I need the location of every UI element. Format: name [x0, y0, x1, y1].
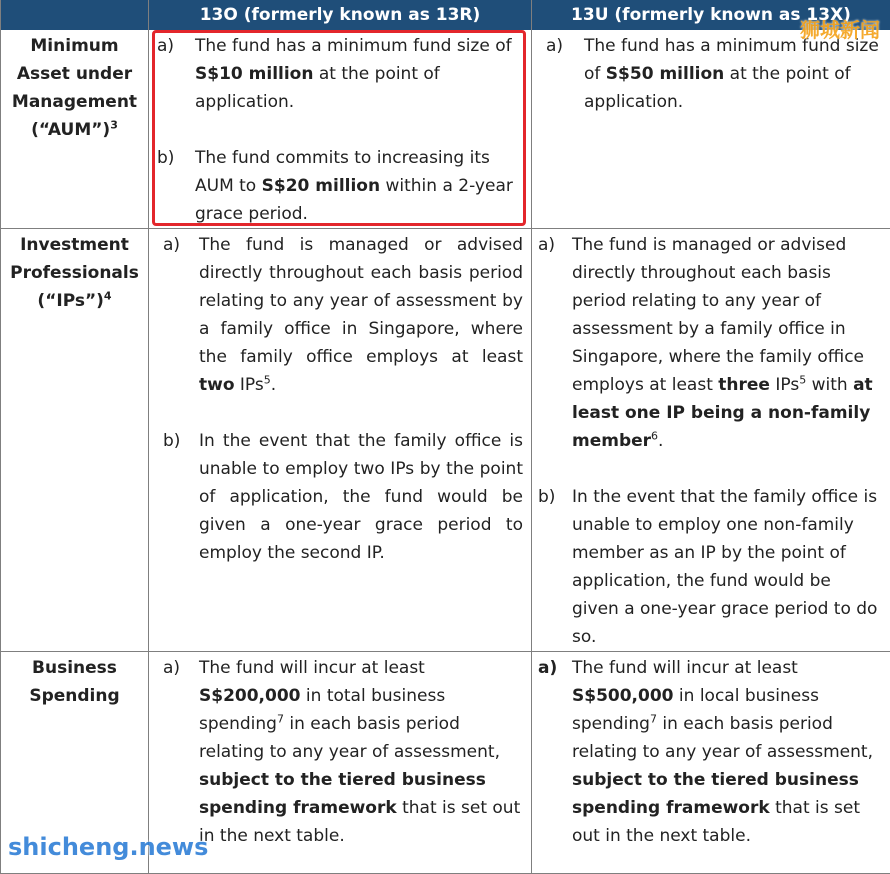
table-row-aum [1, 30, 890, 229]
list-item: b) In the event that the family office is unable to employ two IPs by the point of application, the fund would be given a one-year grace period to employ the second IP. [163, 427, 523, 567]
row-head-line: Business [5, 654, 144, 682]
row-head-line: Professionals [5, 259, 144, 287]
list-item: a) The fund will incur at least S$200,000 in total business spending$^7$ in each basis period relating to any year of assessment, subject to the tiered business spending framework that is set out in the next table. [163, 654, 523, 850]
list-item: a) The fund has a minimum fund size of S$50 million at the point of application. [546, 32, 882, 116]
row-head-line: Investment [5, 231, 144, 259]
row-head-line: Asset under [5, 60, 144, 88]
row-head-line: Management [5, 88, 144, 116]
header-blank [1, 0, 149, 30]
cell-13u-ips [532, 229, 890, 652]
cell-13u-aum [532, 30, 890, 229]
row-head-line: Minimum [5, 32, 144, 60]
list-item: a) The fund will incur at least S$500,000 in local business spending$^7$ in each basis period relating to any year of assessment, subject to the tiered business spending framework that is set out in the next table. [538, 654, 880, 850]
list-item: a) The fund has a minimum fund size of S$10 million at the point of application. [157, 32, 523, 116]
list-item: b) The fund commits to increasing its AUM to S$20 million within a 2-year grace period. [157, 144, 523, 228]
row-head-line: (“IPs”)$^4$ [5, 287, 144, 315]
header-13o: 13O (formerly known as 13R) [149, 0, 532, 30]
header-13u: 13U (formerly known as 13X) [532, 0, 890, 30]
table-header-row [1, 0, 890, 30]
row-head-aum [1, 30, 149, 229]
row-head-line: (“AUM”)$^3$ [5, 116, 144, 144]
cell-13o-ips [149, 229, 532, 652]
watermark-top: 狮城新闻 [800, 14, 880, 43]
cell-13u-spending [532, 652, 890, 874]
table-row-ips [1, 229, 890, 652]
list-item: a) The fund is managed or advised directly throughout each basis period relating to any year of assessment by a family office in Singapore, where the family office employs at least three IPs$^5$ with at least one IP being a non-family member$^6$. [538, 231, 880, 455]
row-head-line: Spending [5, 682, 144, 710]
row-head-ips [1, 229, 149, 652]
list-item: b) In the event that the family office is unable to employ one non-family member as an IP by the point of application, the fund would be given a one-year grace period to do so. [538, 483, 880, 651]
cell-13o-aum [149, 30, 532, 229]
watermark-bottom: shicheng.news [8, 833, 208, 861]
list-item: a) The fund is managed or advised directly throughout each basis period relating to any year of assessment by a family office in Singapore, where the family office employs at least two IPs$^5$. [163, 231, 523, 399]
